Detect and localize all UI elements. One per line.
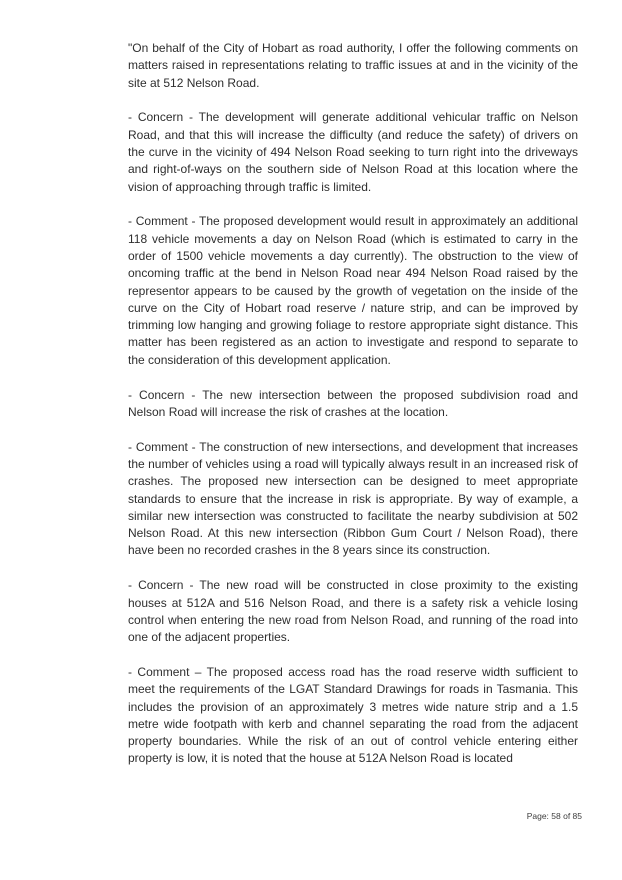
paragraph-comment-access-road: - Comment – The proposed access road has the road reserve width sufficient to meet the requirements of the LGAT Standard Drawings for roads in Tasmania. This includes the provision of an approximately 3 metres wide nature strip and a 1.5 metre wide footpath with kerb and channel separating the road from the adjacent property boundaries. While the risk of an out of control vehicle entering either property is low, it is noted that the house at 512A Nelson Road is located	[128, 664, 578, 766]
paragraph-concern-proximity: - Concern - The new road will be constructed in close proximity to the existing houses at 512A and 516 Nelson Road, and there is a safety risk a vehicle losing control when entering the new road from Nelson Road, and running of the road into one of the adjacent properties.	[128, 578, 578, 645]
paragraph-comment-traffic: - Comment - The proposed development would result in approximately an additional 118 vehicle movements a day on Nelson Road (which is estimated to carry in the order of 1500 vehicle movements a day currently). The obstruction to the view of oncoming traffic at the bend in Nelson Road near 494 Nelson Road raised by the representor appears to be caused by the growth of vegetation on the inside of the curve on the City of Hobart road reserve / nature strip, and can be improved by trimming low hanging and growing foliage to restore appropriate sight distance. This matter has been registered as an action to investigate and respond to separate to the consideration of this development application.	[128, 214, 578, 367]
document-body	[128, 40, 578, 785]
paragraph-comment-intersection: - Comment - The construction of new intersections, and development that increases the number of vehicles using a road will typically always result in an increased risk of crashes. The proposed new intersection can be designed to meet appropriate standards to ensure that the increase in risk is appropriate. By way of example, a similar new intersection was constructed to facilitate the nearby subdivision at 502 Nelson Road. At this new intersection (Ribbon Gum Court / Nelson Road), there have been no recorded crashes in the 8 years since its construction.	[128, 439, 578, 558]
paragraph-concern-traffic: - Concern - The development will generate additional vehicular traffic on Nelson Road, and that this will increase the difficulty (and reduce the safety) of drivers on the curve in the vicinity of 494 Nelson Road seeking to turn right into the driveways and right-of-ways on the southern side of Nelson Road at this location where the vision of approaching through traffic is limited.	[128, 110, 578, 194]
paragraph-concern-intersection: - Concern - The new intersection between the proposed subdivision road and Nelson Road will increase the risk of crashes at the location.	[128, 387, 578, 419]
page-number: Page: 58 of 85	[526, 811, 582, 821]
paragraph-intro: "On behalf of the City of Hobart as road authority, I offer the following comments on matters raised in representations relating to traffic issues at and in the vicinity of the site at 512 Nelson Road.	[128, 41, 578, 90]
